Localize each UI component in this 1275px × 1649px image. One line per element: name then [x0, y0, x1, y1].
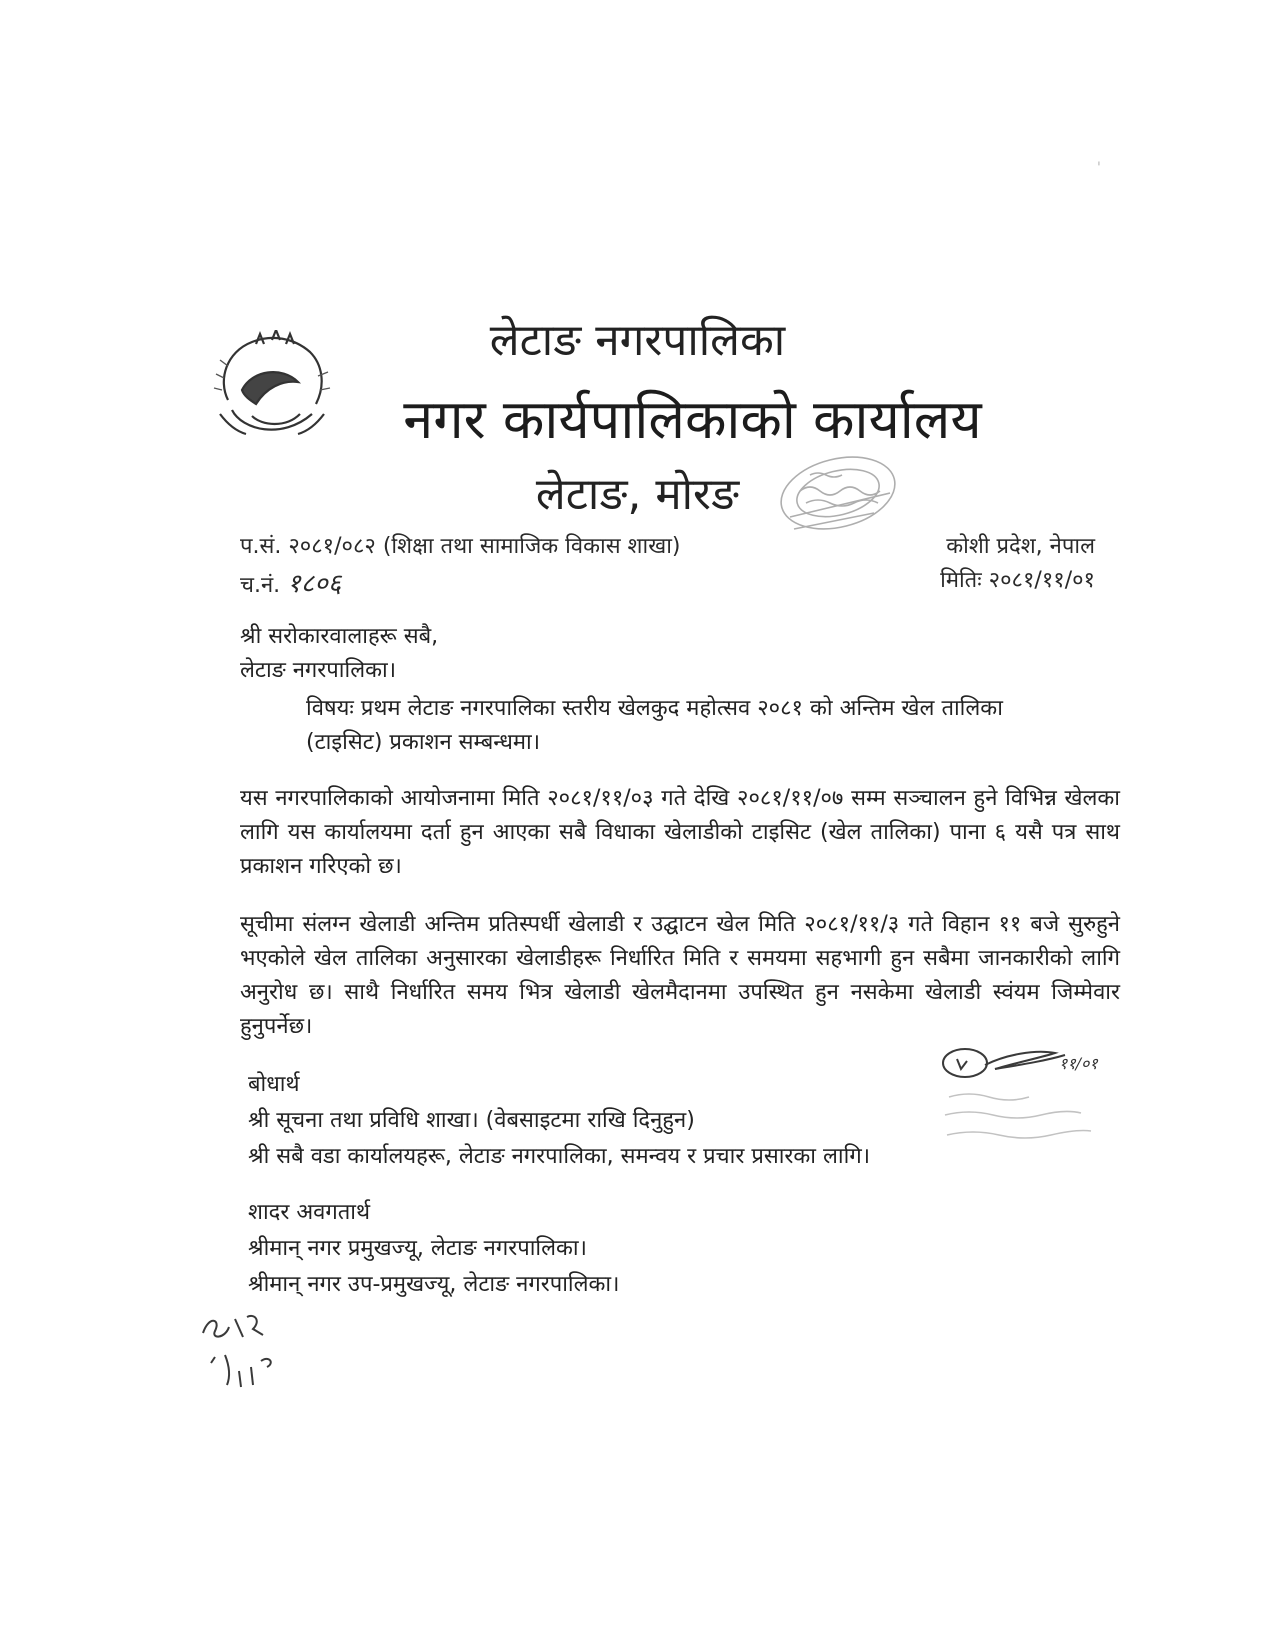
handwritten-initials: [195, 1305, 305, 1405]
bodharth-item-2: श्री सबै वडा कार्यालयहरू, लेटाङ नगरपालिका, समन्वय र प्रचार प्रसारका लागि।: [248, 1144, 871, 1169]
dispatch-label: च.नं.: [240, 573, 281, 598]
reference-number: प.सं. २०८१/०८२ (शिक्षा तथा सामाजिक विकास शाखा): [240, 534, 681, 559]
dispatch-number: १८०६: [287, 569, 342, 599]
subject-line-1: विषयः प्रथम लेटाङ नगरपालिका स्तरीय खेलकुद महोत्सव २०८१ को अन्तिम खेल तालिका: [306, 696, 1003, 721]
bodharth-heading: बोधार्थ: [248, 1072, 300, 1097]
shadar-item-2: श्रीमान् नगर उप-प्रमुखज्यू, लेटाङ नगरपालिका।: [248, 1272, 620, 1297]
scan-speck: ': [1097, 160, 1101, 176]
shadar-heading: शादर अवगतार्थ: [248, 1200, 371, 1225]
body-paragraph-1: यस नगरपालिकाको आयोजनामा मिति २०८१/११/०३ गते देखि २०८१/११/०७ सम्म सञ्चालन हुने विभिन्न खेलका लागि यस कार्यालयमा दर्ता हुन आएका सबै विधाका खेलाडीको टाइसिट (खेल तालिका) पाना ६ यसै पत्र साथ प्रकाशन गरिएको छ।: [240, 786, 1120, 879]
office-seal-stamp: [760, 445, 920, 545]
shadar-item-1: श्रीमान् नगर प्रमुखज्यू, लेटाङ नगरपालिका।: [248, 1236, 587, 1261]
province-line: कोशी प्रदेश, नेपाल: [946, 534, 1095, 559]
letterhead-location: लेटाङ, मोरङ: [535, 469, 740, 520]
letter-date: मितिः २०८१/११/०१: [940, 568, 1095, 593]
letterhead-municipality: लेटाङ नगरपालिका: [489, 315, 786, 366]
subject-line-2: (टाइसिट) प्रकाशन सम्बन्धमा।: [306, 730, 541, 755]
dispatch-number-row: [240, 564, 341, 600]
recipient-line-1: श्री सरोकारवालाहरू सबै,: [240, 624, 439, 649]
recipient-line-2: लेटाङ नगरपालिका।: [240, 658, 397, 683]
signature-date: ११/०१: [1059, 1054, 1098, 1073]
bodharth-item-1: श्री सूचना तथा प्रविधि शाखा। (वेबसाइटमा राखि दिनुहुन): [248, 1108, 695, 1133]
letterhead-office: नगर कार्यपालिकाको कार्यालय: [403, 388, 982, 451]
handwritten-signature: [935, 1035, 1115, 1155]
body-paragraph-2: सूचीमा संलग्न खेलाडी अन्तिम प्रतिस्पर्धी खेलाडी र उद्घाटन खेल मिति २०८१/११/३ गते विहान ११ बजे सुरुहुने भएकोले खेल तालिका अनुसारका खेलाडीहरू निर्धारित मिति र समयमा सहभागी हुन सबैमा जानकारीको लागि अनुरोध छ। साथै निर्धारित समय भित्र खेलाडी खेलमैदानमा उपस्थित हुन नसकेमा खेलाडी स्वंयम जिम्मेवार हुनुपर्नेछ।: [240, 912, 1120, 1039]
